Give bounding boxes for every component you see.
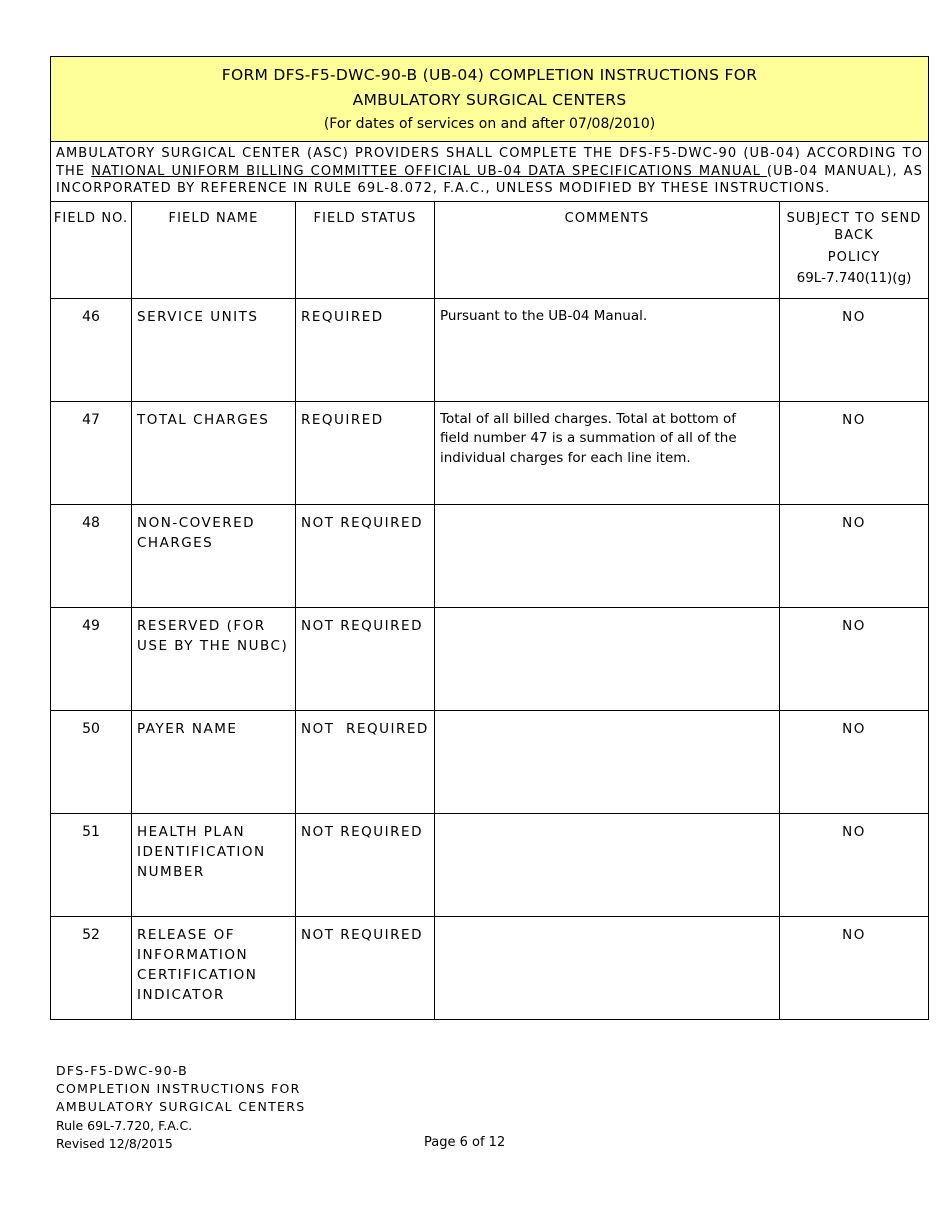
send-back-value: NO bbox=[780, 504, 929, 607]
header-policy-rule: 69L-7.740(11)(g) bbox=[796, 269, 912, 286]
completion-instructions-table bbox=[50, 56, 929, 1020]
table-row bbox=[51, 298, 929, 401]
field-name: HEALTH PLAN IDENTIFICATION NUMBER bbox=[132, 813, 296, 916]
field-number: 49 bbox=[51, 607, 132, 710]
field-status: NOT REQUIRED bbox=[296, 916, 435, 1019]
send-back-value: NO bbox=[780, 710, 929, 813]
header-field-status: FIELD STATUS bbox=[296, 201, 435, 298]
field-number: 51 bbox=[51, 813, 132, 916]
header-send-back bbox=[780, 201, 929, 298]
send-back-value: NO bbox=[780, 298, 929, 401]
footer-title-line: AMBULATORY SURGICAL CENTERS bbox=[56, 1099, 306, 1115]
field-status: REQUIRED bbox=[296, 401, 435, 504]
field-status: NOT REQUIRED bbox=[296, 504, 435, 607]
field-name: RESERVED (FOR USE BY THE NUBC) bbox=[132, 607, 296, 710]
header-field-no: FIELD NO. bbox=[51, 201, 132, 298]
table-row bbox=[51, 916, 929, 1019]
field-name: RELEASE OF INFORMATION CERTIFICATION INDICATOR bbox=[132, 916, 296, 1019]
page-footer bbox=[56, 1062, 305, 1153]
field-number: 50 bbox=[51, 710, 132, 813]
field-comment bbox=[435, 813, 780, 916]
send-back-value: NO bbox=[780, 813, 929, 916]
field-number: 52 bbox=[51, 916, 132, 1019]
field-comment bbox=[435, 504, 780, 607]
field-name: PAYER NAME bbox=[132, 710, 296, 813]
field-comment bbox=[435, 607, 780, 710]
send-back-value: NO bbox=[780, 607, 929, 710]
field-name: SERVICE UNITS bbox=[132, 298, 296, 401]
footer-rule: Rule 69L-7.720, F.A.C. bbox=[56, 1117, 193, 1133]
column-header-row bbox=[51, 201, 929, 298]
field-comment bbox=[435, 916, 780, 1019]
field-comment: Pursuant to the UB-04 Manual. bbox=[435, 298, 780, 401]
table-row bbox=[51, 813, 929, 916]
send-back-value: NO bbox=[780, 401, 929, 504]
field-status: NOT REQUIRED bbox=[296, 607, 435, 710]
field-status: NOT REQUIRED bbox=[296, 710, 435, 813]
field-number: 47 bbox=[51, 401, 132, 504]
table-row bbox=[51, 710, 929, 813]
footer-title-line: COMPLETION INSTRUCTIONS FOR bbox=[56, 1081, 301, 1097]
effective-date-note: (For dates of services on and after 07/08/2010) bbox=[323, 116, 656, 132]
intro-text-start: AMBULATORY SURGICAL CENTER (ASC) PROVIDERS SHALL COMPLETE THE DFS-F5-DWC-90 (UB-04) ACCORDING TO THE bbox=[56, 146, 924, 179]
field-number: 48 bbox=[51, 504, 132, 607]
field-comment bbox=[435, 710, 780, 813]
field-number: 46 bbox=[51, 298, 132, 401]
form-subtitle: AMBULATORY SURGICAL CENTERS bbox=[352, 91, 627, 109]
table-row bbox=[51, 401, 929, 504]
header-comments: COMMENTS bbox=[435, 201, 780, 298]
field-comment: Total of all billed charges. Total at bottom of field number 47 is a summation of all of the individual charges for each line item. bbox=[435, 401, 780, 504]
field-name: NON-COVERED CHARGES bbox=[132, 504, 296, 607]
header-field-name: FIELD NAME bbox=[132, 201, 296, 298]
form-title: FORM DFS-F5-DWC-90-B (UB-04) COMPLETION INSTRUCTIONS FOR bbox=[221, 66, 758, 84]
manual-reference: NATIONAL UNIFORM BILLING COMMITTEE OFFICIAL UB-04 DATA SPECIFICATIONS MANUAL bbox=[91, 163, 767, 179]
footer-revised-date: Revised 12/8/2015 bbox=[56, 1135, 173, 1151]
intro-paragraph bbox=[51, 142, 929, 202]
send-back-value: NO bbox=[780, 916, 929, 1019]
footer-form-id: DFS-F5-DWC-90-B bbox=[56, 1063, 188, 1078]
table-row bbox=[51, 504, 929, 607]
field-name: TOTAL CHARGES bbox=[132, 401, 296, 504]
header-policy-label: POLICY bbox=[827, 249, 881, 265]
intro-text-end: (UB-04 MANUAL), AS INCORPORATED BY REFERENCE IN RULE 69L-8.072, F.A.C., UNLESS MODIFIED BY THESE INSTRUCTIONS. bbox=[56, 163, 924, 196]
header-send-back-label: SUBJECT TO SEND BACK bbox=[786, 210, 922, 243]
table-row bbox=[51, 607, 929, 710]
field-status: NOT REQUIRED bbox=[296, 813, 435, 916]
field-status: REQUIRED bbox=[296, 298, 435, 401]
page-number: Page 6 of 12 bbox=[424, 1135, 506, 1150]
form-title-banner bbox=[51, 57, 929, 142]
